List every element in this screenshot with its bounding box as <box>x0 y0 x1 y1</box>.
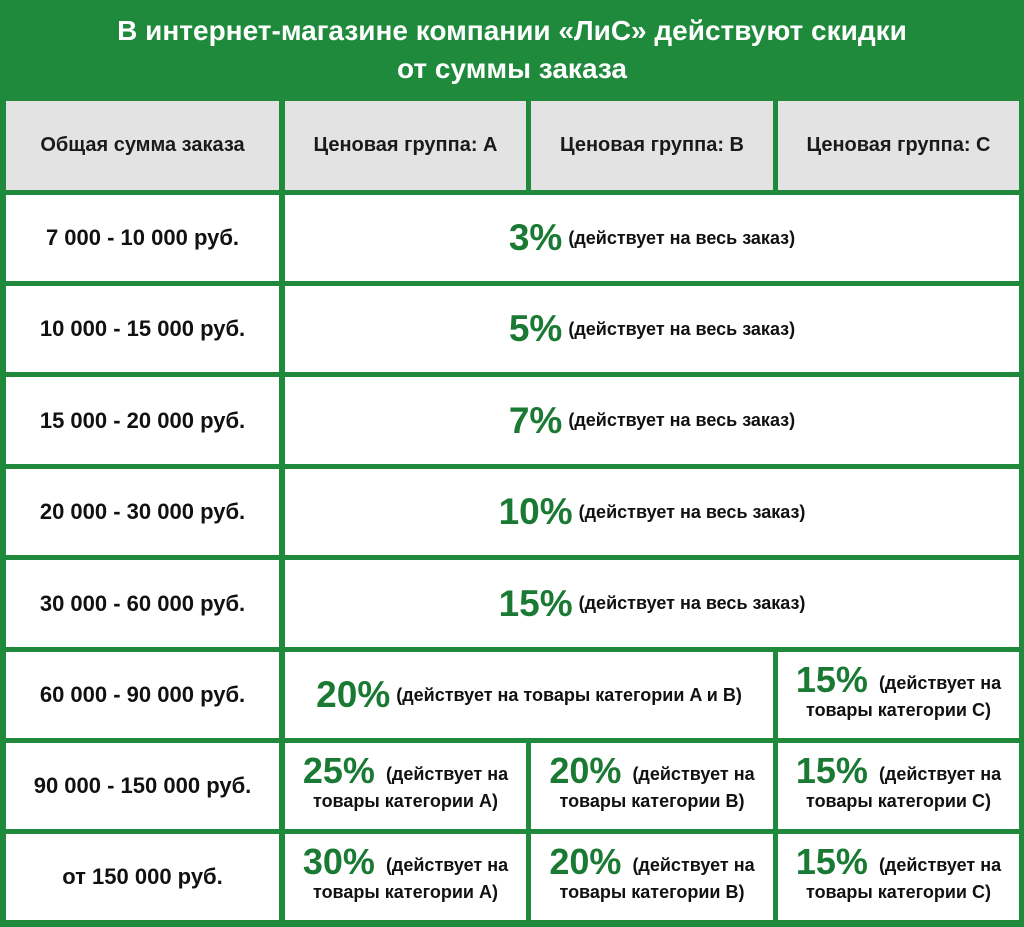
title-line-2: от суммы заказа <box>397 52 627 84</box>
discount-percent: 20% <box>316 674 391 715</box>
discount-note-line1: (действует на <box>878 855 1002 875</box>
discount-cell <box>285 560 1019 647</box>
discount-cell-a <box>285 834 526 920</box>
page-title <box>0 0 1024 99</box>
discount-percent: 25% <box>302 750 375 791</box>
discount-note: (действует на весь заказ) <box>578 593 806 613</box>
discount-note-line2: товары категории B) <box>559 882 745 902</box>
amount-cell: 30 000 - 60 000 руб. <box>6 560 279 647</box>
discount-percent: 20% <box>549 841 622 882</box>
discount-cell-b <box>531 743 773 829</box>
discount-note-line2: товары категории A) <box>312 791 498 811</box>
discount-note-line1: (действует на <box>878 764 1002 784</box>
discount-percent: 3% <box>508 217 563 258</box>
amount-cell: 60 000 - 90 000 руб. <box>6 652 279 738</box>
discount-note: (действует на весь заказ) <box>568 227 796 248</box>
discount-note-line2: товары категории C) <box>805 882 991 902</box>
discount-note-line1: (действует на <box>385 855 509 875</box>
discount-percent: 15% <box>498 582 573 624</box>
discount-note-line1: (действует на <box>632 855 755 875</box>
discount-note: (действует на весь заказ) <box>568 410 796 430</box>
discount-note-line2: товары категории C) <box>805 700 991 720</box>
header-group-a: Ценовая группа: A <box>285 101 526 190</box>
header-order-total: Общая сумма заказа <box>6 101 279 190</box>
discount-percent: 7% <box>508 399 563 441</box>
amount-cell: от 150 000 руб. <box>6 834 279 920</box>
discount-percent: 10% <box>498 491 573 532</box>
amount-cell: 15 000 - 20 000 руб. <box>6 377 279 464</box>
discount-note-line2: товары категории C) <box>805 791 991 811</box>
discount-cell-ab <box>285 652 773 738</box>
discount-percent: 15% <box>795 659 868 700</box>
discount-cell <box>285 286 1019 372</box>
discount-percent: 15% <box>795 841 868 882</box>
discount-cell <box>285 377 1019 464</box>
discount-note-line1: (действует на <box>632 764 755 784</box>
discount-cell <box>285 195 1019 281</box>
header-group-c: Ценовая группа: C <box>778 101 1019 190</box>
discount-cell-c <box>778 743 1019 829</box>
discount-cell-c <box>778 652 1019 738</box>
title-line-1: В интернет-магазине компании «ЛиС» действуют скидки <box>117 14 907 46</box>
discount-note-line2: товары категории B) <box>559 791 745 811</box>
discount-percent: 15% <box>795 750 868 791</box>
header-group-b: Ценовая группа: B <box>531 101 773 190</box>
amount-cell: 10 000 - 15 000 руб. <box>6 286 279 372</box>
discount-note-line1: (действует на <box>878 673 1002 693</box>
discount-note: (действует на весь заказ) <box>568 318 796 339</box>
discount-cell <box>285 469 1019 555</box>
discount-cell-c <box>778 834 1019 920</box>
discount-note: (действует на весь заказ) <box>578 501 806 522</box>
discount-cell-a <box>285 743 526 829</box>
discount-cell-b <box>531 834 773 920</box>
amount-cell: 20 000 - 30 000 руб. <box>6 469 279 555</box>
amount-cell: 90 000 - 150 000 руб. <box>6 743 279 829</box>
discount-note: (действует на товары категории A и B) <box>396 684 742 705</box>
discount-percent: 20% <box>549 750 622 791</box>
amount-cell: 7 000 - 10 000 руб. <box>6 195 279 281</box>
discount-percent: 30% <box>302 841 375 882</box>
discount-note-line2: товары категории A) <box>312 882 498 902</box>
discount-percent: 5% <box>508 308 563 349</box>
discount-note-line1: (действует на <box>385 764 509 784</box>
